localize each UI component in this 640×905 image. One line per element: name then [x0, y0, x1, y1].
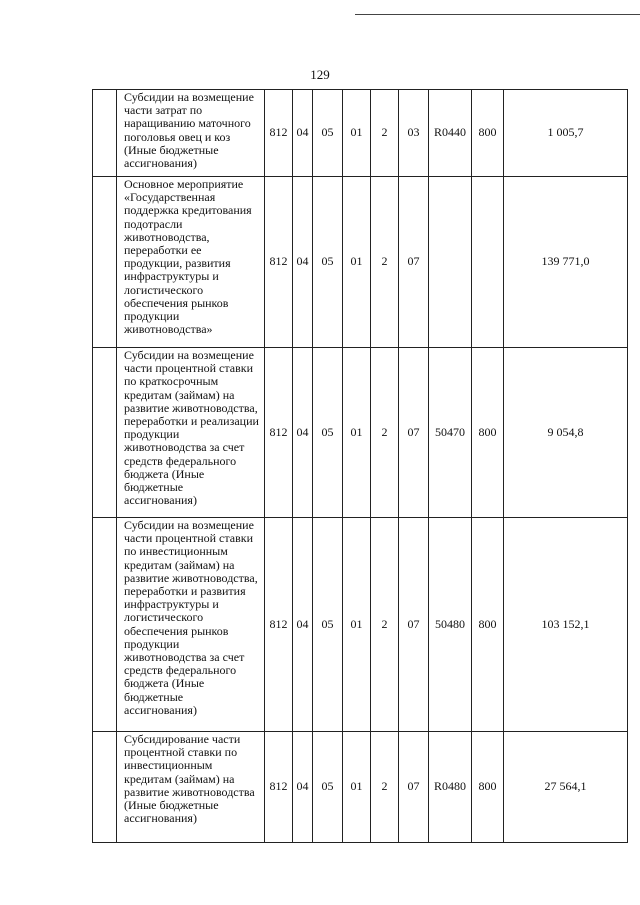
description-line: (Иные бюджетные: [124, 142, 219, 157]
measure-code-cell: 07: [399, 518, 429, 732]
program-code-cell: 01: [343, 732, 371, 843]
description-line: логистического: [124, 282, 204, 297]
description-cell: [117, 177, 265, 348]
description-line: бюджета (Иные: [124, 466, 205, 481]
direction-code-cell: 50470: [429, 348, 472, 518]
description-line: ассигнования): [124, 702, 197, 717]
description-line: ассигнования): [124, 156, 197, 171]
description-line: логистического: [124, 610, 204, 625]
description-line: инфраструктуры и: [124, 269, 219, 284]
description-line: развитие животноводства,: [124, 570, 258, 585]
page-number: 129: [310, 67, 330, 82]
budget-table: [92, 89, 628, 843]
description-line: кредитам (займам) на: [124, 557, 235, 572]
description-line: кредитам (займам) на: [124, 387, 235, 402]
ministry-code-cell: 812: [265, 518, 293, 732]
measure-code-cell: 07: [399, 348, 429, 518]
description-line: продукции, развития: [124, 256, 231, 271]
row-index-cell: [93, 90, 117, 177]
description-line: обеспечения рынков: [124, 295, 229, 310]
subprogram-code-cell: 2: [371, 177, 399, 348]
description-line: Субсидии на возмещение: [124, 90, 254, 104]
description-line: подотрасли: [124, 216, 183, 231]
amount-cell: 27 564,1: [504, 732, 628, 843]
description-line: инвестиционным: [124, 758, 213, 773]
description-line: поголовья овец и коз: [124, 129, 231, 144]
description-line: Субсидии на возмещение: [124, 518, 254, 532]
description-line: части затрат по: [124, 103, 203, 118]
description-line: части процентной ставки: [124, 361, 253, 376]
subprogram-code-cell: 2: [371, 732, 399, 843]
description-line: развитие животноводства: [124, 784, 255, 799]
description-line: продукции: [124, 636, 180, 651]
description-line: процентной ставки по: [124, 745, 238, 760]
description-line: продукции: [124, 309, 180, 324]
section-code-cell: 04: [293, 732, 313, 843]
subprogram-code-cell: 2: [371, 518, 399, 732]
description-cell: [117, 732, 265, 843]
amount-cell: 139 771,0: [504, 177, 628, 348]
description-line: инфраструктуры и: [124, 597, 219, 612]
section-code-cell: 04: [293, 348, 313, 518]
description-line: бюджета (Иные: [124, 676, 205, 691]
description-line: животноводства»: [124, 322, 213, 337]
direction-code-cell: 50480: [429, 518, 472, 732]
subsection-code-cell: 05: [313, 348, 343, 518]
row-index-cell: [93, 348, 117, 518]
table-row: [93, 518, 628, 732]
description-line: по краткосрочным: [124, 374, 219, 389]
description-line: Субсидии на возмещение: [124, 348, 254, 362]
amount-cell: 9 054,8: [504, 348, 628, 518]
ministry-code-cell: 812: [265, 90, 293, 177]
subprogram-code-cell: 2: [371, 348, 399, 518]
row-index-cell: [93, 177, 117, 348]
description-line: по инвестиционным: [124, 544, 228, 559]
program-code-cell: 01: [343, 90, 371, 177]
subsection-code-cell: 05: [313, 732, 343, 843]
description-line: (Иные бюджетные: [124, 798, 219, 813]
description-line: «Государственная: [124, 190, 216, 205]
table-row: [93, 348, 628, 518]
description-line: переработки ее: [124, 243, 202, 258]
program-code-cell: 01: [343, 518, 371, 732]
description-line: поддержка кредитования: [124, 203, 252, 218]
description-line: животноводства за счет: [124, 440, 245, 455]
description-line: развитие животноводства,: [124, 400, 258, 415]
subsection-code-cell: 05: [313, 177, 343, 348]
description-line: переработки и реализации: [124, 414, 259, 429]
budget-table-body: [93, 90, 628, 843]
description-line: обеспечения рынков: [124, 623, 229, 638]
expense-type-cell: [472, 177, 504, 348]
section-code-cell: 04: [293, 177, 313, 348]
description-line: наращиванию маточного: [124, 116, 251, 131]
program-code-cell: 01: [343, 348, 371, 518]
section-code-cell: 04: [293, 90, 313, 177]
description-line: бюджетные: [124, 480, 184, 495]
description-line: средств федерального: [124, 453, 237, 468]
ministry-code-cell: 812: [265, 177, 293, 348]
direction-code-cell: R0440: [429, 90, 472, 177]
description-line: части процентной ставки: [124, 531, 253, 546]
table-row: [93, 732, 628, 843]
measure-code-cell: 03: [399, 90, 429, 177]
description-line: продукции: [124, 427, 180, 442]
amount-cell: 103 152,1: [504, 518, 628, 732]
row-index-cell: [93, 518, 117, 732]
description-cell: [117, 518, 265, 732]
ministry-code-cell: 812: [265, 348, 293, 518]
scan-edge-line: [355, 14, 640, 15]
description-line: Субсидирование части: [124, 732, 241, 746]
amount-cell: 1 005,7: [504, 90, 628, 177]
table-row: [93, 90, 628, 177]
subsection-code-cell: 05: [313, 518, 343, 732]
section-code-cell: 04: [293, 518, 313, 732]
expense-type-cell: 800: [472, 732, 504, 843]
measure-code-cell: 07: [399, 177, 429, 348]
expense-type-cell: 800: [472, 90, 504, 177]
description-line: бюджетные: [124, 689, 184, 704]
expense-type-cell: 800: [472, 518, 504, 732]
description-line: Основное мероприятие: [124, 177, 244, 191]
subsection-code-cell: 05: [313, 90, 343, 177]
table-row: [93, 177, 628, 348]
description-cell: [117, 90, 265, 177]
description-line: животноводства за счет: [124, 650, 245, 665]
ministry-code-cell: 812: [265, 732, 293, 843]
direction-code-cell: [429, 177, 472, 348]
row-index-cell: [93, 732, 117, 843]
expense-type-cell: 800: [472, 348, 504, 518]
measure-code-cell: 07: [399, 732, 429, 843]
direction-code-cell: R0480: [429, 732, 472, 843]
description-cell: [117, 348, 265, 518]
program-code-cell: 01: [343, 177, 371, 348]
description-line: кредитам (займам) на: [124, 771, 235, 786]
subprogram-code-cell: 2: [371, 90, 399, 177]
description-line: переработки и развития: [124, 584, 246, 599]
description-line: ассигнования): [124, 811, 197, 826]
description-line: средств федерального: [124, 663, 237, 678]
description-line: животноводства,: [124, 229, 210, 244]
description-line: ассигнования): [124, 493, 197, 508]
